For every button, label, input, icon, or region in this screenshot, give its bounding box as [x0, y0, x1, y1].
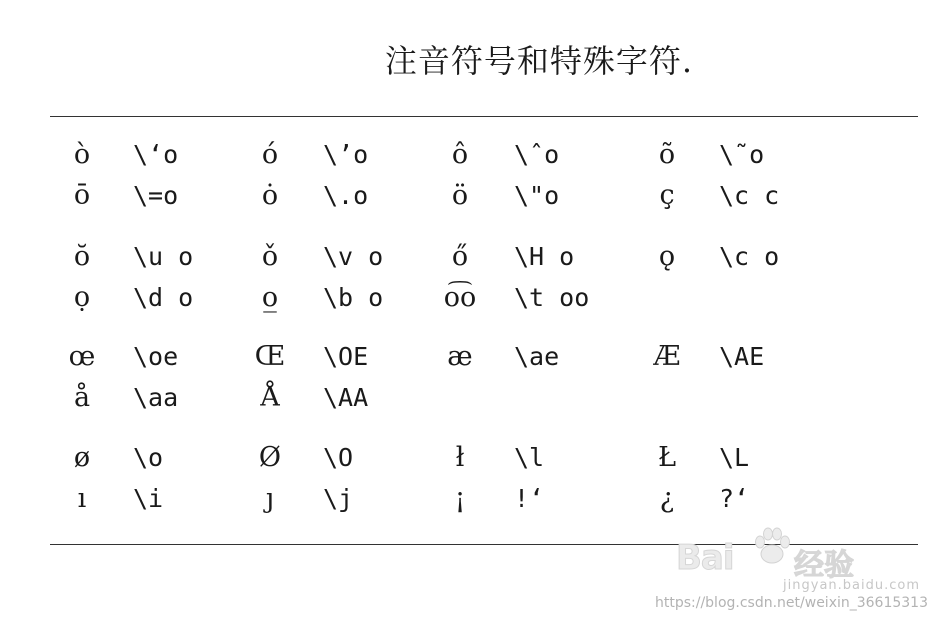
page-title: 注音符号和特殊字符.	[384, 42, 694, 80]
latex-command: \o	[133, 443, 164, 472]
latex-command: \˜o	[719, 140, 765, 169]
latex-command: \ˆo	[514, 140, 560, 169]
latex-command: \.o	[323, 181, 369, 210]
latex-command: \c c	[719, 181, 780, 210]
accent-glyph: ọ	[73, 282, 91, 313]
accent-glyph: Ø	[258, 442, 282, 473]
watermark-csdn: https://blog.csdn.net/weixin_36615313	[654, 595, 928, 611]
latex-command: \oe	[133, 342, 179, 371]
baidu-logo-text-jingyan: 经验	[794, 548, 854, 583]
latex-command: \’o	[323, 140, 369, 169]
latex-command: \AE	[719, 342, 765, 371]
accent-glyph: ò	[73, 139, 91, 170]
table-row	[0, 479, 938, 519]
latex-command: \aa	[133, 383, 179, 412]
accent-glyph: ǫ	[658, 241, 676, 272]
accent-glyph: ó	[261, 139, 279, 170]
accent-glyph: æ	[447, 341, 473, 372]
accent-glyph: ö	[451, 180, 469, 211]
accent-glyph: o͡o	[443, 282, 477, 313]
table-row	[0, 176, 938, 216]
accent-glyph: Ł	[657, 442, 677, 473]
accent-glyph: ı	[77, 483, 87, 514]
table-row	[0, 337, 938, 377]
accent-glyph: œ	[68, 341, 96, 372]
accent-glyph: ō	[73, 180, 91, 211]
latex-command: ?‘	[719, 484, 750, 513]
latex-command: \t oo	[514, 283, 590, 312]
accent-glyph: ȯ	[261, 180, 279, 211]
table-row	[0, 237, 938, 277]
table-row	[0, 135, 938, 175]
accent-glyph: ø	[73, 442, 91, 473]
accent-glyph: ȷ	[265, 483, 275, 514]
accent-glyph: õ	[658, 139, 676, 170]
latex-command: \AA	[323, 383, 369, 412]
latex-command: \l	[514, 443, 545, 472]
accent-glyph: ł	[455, 442, 465, 473]
accent-glyph: ç	[659, 180, 675, 211]
latex-command: \i	[133, 484, 164, 513]
accent-glyph: ŏ	[73, 241, 91, 272]
accent-glyph: o̲	[261, 282, 279, 313]
accent-glyph: ő	[451, 241, 469, 272]
watermark-site: jingyan.baidu.com	[783, 578, 920, 593]
baidu-logo-text: Bai	[676, 538, 734, 578]
latex-command: \‘o	[133, 140, 179, 169]
latex-command: \=o	[133, 181, 179, 210]
latex-command: !‘	[514, 484, 545, 513]
table-row	[0, 438, 938, 478]
accent-glyph: ¡	[454, 483, 466, 514]
latex-command: \ae	[514, 342, 560, 371]
table-row	[0, 378, 938, 418]
table-row	[0, 278, 938, 318]
latex-command: \O	[323, 443, 354, 472]
latex-command: \u o	[133, 242, 194, 271]
latex-command: \H o	[514, 242, 575, 271]
accent-glyph: Å	[260, 382, 280, 413]
accent-glyph: å	[73, 382, 91, 413]
latex-command: \d o	[133, 283, 194, 312]
latex-command: \OE	[323, 342, 369, 371]
latex-command: \L	[719, 443, 750, 472]
latex-command: \c o	[719, 242, 780, 271]
accent-glyph: Æ	[653, 341, 681, 372]
latex-command: \b o	[323, 283, 384, 312]
accent-glyph: ô	[451, 139, 469, 170]
accent-glyph: Œ	[254, 341, 286, 372]
latex-command: \"o	[514, 181, 560, 210]
accent-glyph: ǒ	[261, 241, 279, 272]
latex-command: \v o	[323, 242, 384, 271]
accent-glyph: ¿	[659, 483, 675, 514]
latex-command: \j	[323, 484, 354, 513]
